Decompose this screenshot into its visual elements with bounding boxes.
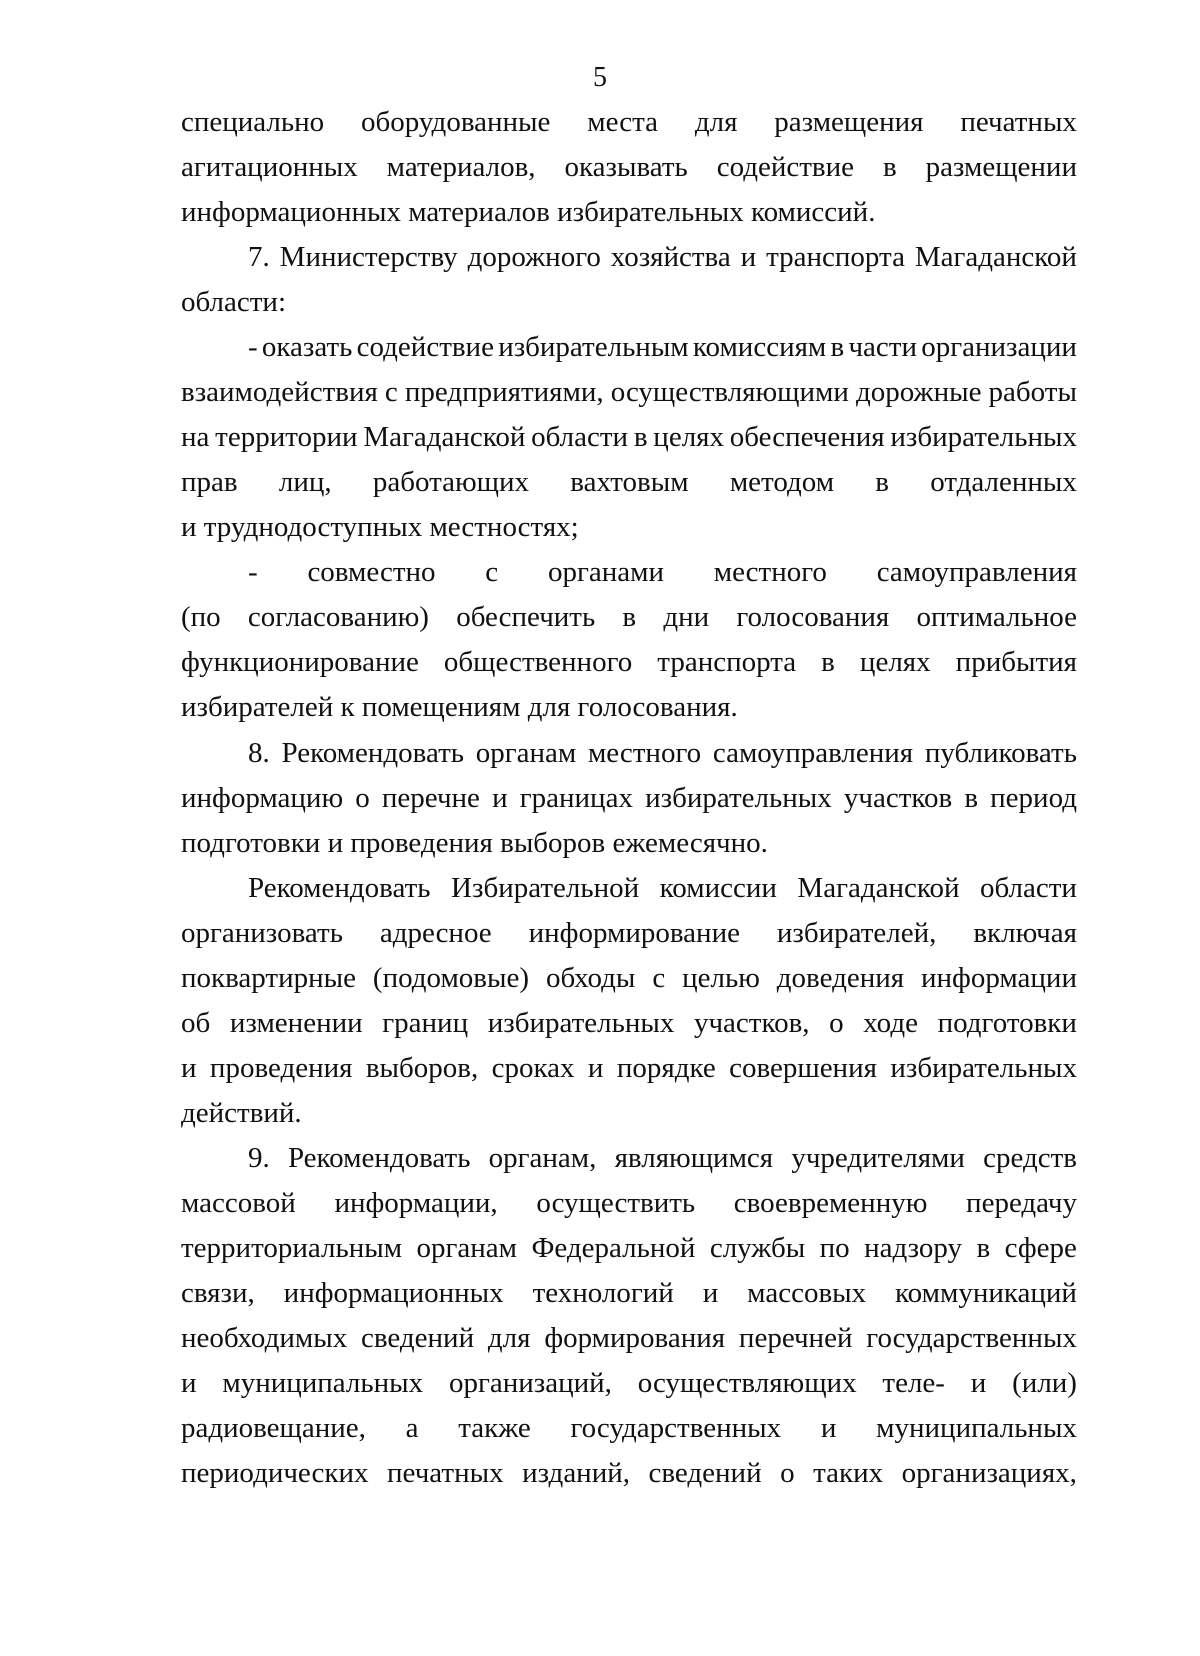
word: избирательных xyxy=(645,782,832,814)
word: территории xyxy=(215,421,358,453)
word: работы xyxy=(988,376,1077,408)
word: целью xyxy=(682,962,760,994)
word: таких xyxy=(813,1457,884,1489)
word: - xyxy=(248,331,258,363)
word: самоуправления xyxy=(712,737,914,769)
word: информацию xyxy=(181,782,344,814)
word: организовать xyxy=(181,917,343,949)
word: территориальным xyxy=(181,1232,403,1264)
word: Магаданской xyxy=(363,421,526,453)
word: прибытия xyxy=(955,646,1077,678)
word: вахтовым xyxy=(570,466,689,498)
word: Рекомендовать xyxy=(287,1142,471,1174)
word: адресное xyxy=(379,917,492,949)
word: с xyxy=(485,556,499,588)
word: размещении xyxy=(925,151,1077,183)
word: информации, xyxy=(334,1187,498,1219)
word: информационных xyxy=(283,1277,504,1309)
word: муниципальных xyxy=(876,1412,1077,1444)
word: с xyxy=(384,376,398,408)
word: самоуправления xyxy=(876,556,1077,588)
word: с xyxy=(652,962,666,994)
word: и xyxy=(587,1052,604,1084)
word: в xyxy=(882,151,897,183)
word: являющимся xyxy=(614,1142,774,1174)
word: в xyxy=(622,601,637,633)
word: избирательным xyxy=(498,331,689,363)
word: муниципальных xyxy=(222,1367,424,1399)
word: ходе xyxy=(863,1007,918,1039)
word: совместно xyxy=(307,556,436,588)
word: в xyxy=(821,646,835,678)
text-line xyxy=(181,372,1077,412)
word: Министерству xyxy=(279,241,458,273)
word: Магаданской xyxy=(914,241,1077,273)
word: (или) xyxy=(1012,1367,1077,1399)
word: содействие xyxy=(716,151,855,183)
word: подготовки xyxy=(937,1007,1077,1039)
word: учредителями xyxy=(791,1142,965,1174)
word: 9. xyxy=(248,1142,270,1174)
word: о xyxy=(829,1007,844,1039)
text-line xyxy=(248,327,1077,367)
word: и xyxy=(702,1277,719,1309)
word: Избирательной xyxy=(451,872,640,904)
word: транспорта xyxy=(657,646,797,678)
text-line xyxy=(181,913,1077,953)
word: формирования xyxy=(544,1322,726,1354)
word: теле- xyxy=(882,1367,945,1399)
word: организации xyxy=(921,331,1077,363)
word: местного xyxy=(713,556,827,588)
text-line xyxy=(248,552,1077,592)
text-line xyxy=(181,1228,1077,1268)
word: размещения xyxy=(774,106,924,138)
word: агитационных xyxy=(181,151,358,183)
word: в xyxy=(964,782,979,814)
text-line: избирателей к помещениям для голосования. xyxy=(181,691,738,723)
text-line xyxy=(181,642,1077,682)
word: обеспечить xyxy=(456,601,596,633)
word: дни xyxy=(663,601,710,633)
word: транспорта xyxy=(766,241,905,273)
word: части xyxy=(848,331,917,363)
word: печатных xyxy=(960,106,1077,138)
word: оборудованные xyxy=(361,106,551,138)
word: и xyxy=(970,1367,987,1399)
word: целях xyxy=(859,646,931,678)
word: коммуникаций xyxy=(895,1277,1077,1309)
word: период xyxy=(990,782,1077,814)
word: органам, xyxy=(488,1142,597,1174)
word: осуществить xyxy=(536,1187,696,1219)
text-line xyxy=(181,958,1077,998)
word: сведений xyxy=(361,1322,475,1354)
word: обходы xyxy=(545,962,636,994)
word: сведений xyxy=(648,1457,762,1489)
word: работающих xyxy=(372,466,530,498)
word: (подомовые) xyxy=(372,962,530,994)
text-line xyxy=(248,733,1077,773)
word: своевременную xyxy=(733,1187,928,1219)
word: массовых xyxy=(747,1277,867,1309)
word: в xyxy=(875,466,889,498)
text-line xyxy=(181,1408,1077,1448)
text-line xyxy=(181,1363,1077,1403)
word: включая xyxy=(973,917,1077,949)
text-line xyxy=(248,1138,1077,1178)
word: надзору xyxy=(864,1232,963,1264)
word: общественного xyxy=(443,646,633,678)
text-line: и труднодоступных местностях; xyxy=(181,511,579,543)
word: избирательных xyxy=(487,1007,675,1039)
text-line xyxy=(181,102,1077,142)
word: области xyxy=(980,872,1077,904)
word: сроках xyxy=(491,1052,575,1084)
word: избирательных xyxy=(890,1052,1077,1084)
word: организациях, xyxy=(901,1457,1077,1489)
text-line: действий. xyxy=(181,1097,302,1129)
word: информирование xyxy=(528,917,740,949)
word: оказывать xyxy=(564,151,688,183)
word: дорожные xyxy=(856,376,982,408)
word: 8. xyxy=(248,737,270,769)
word: перечне xyxy=(381,782,480,814)
word: периодических xyxy=(181,1457,369,1489)
word: также xyxy=(458,1412,531,1444)
word: и xyxy=(181,1052,197,1084)
word: а xyxy=(405,1412,419,1444)
word: в xyxy=(830,331,845,363)
word: области xyxy=(531,421,629,453)
word: по xyxy=(819,1232,850,1264)
text-line: информационных материалов избирательных комиссий. xyxy=(181,196,876,228)
word: средств xyxy=(983,1142,1077,1174)
word: на xyxy=(181,421,210,453)
word: Рекомендовать xyxy=(248,872,431,904)
word: целях xyxy=(653,421,724,453)
word: поквартирные xyxy=(181,962,356,994)
word: технологий xyxy=(532,1277,674,1309)
word: избирателей, xyxy=(776,917,937,949)
word: массовой xyxy=(181,1187,296,1219)
word: функционирование xyxy=(181,646,419,678)
text-line xyxy=(248,237,1077,277)
word: осуществляющих xyxy=(637,1367,857,1399)
text-line xyxy=(181,1183,1077,1223)
word: 7. xyxy=(248,241,270,273)
word: печатных xyxy=(387,1457,504,1489)
word: порядке xyxy=(616,1052,716,1084)
text-line xyxy=(181,1003,1077,1043)
word: органам xyxy=(475,737,577,769)
word: взаимодействия xyxy=(181,376,378,408)
word: Магаданской xyxy=(797,872,960,904)
word: в xyxy=(633,421,648,453)
word: голосования xyxy=(736,601,890,633)
word: и xyxy=(740,241,757,273)
word: для xyxy=(487,1322,531,1354)
text-line xyxy=(181,778,1077,818)
word: комиссиям xyxy=(692,331,827,363)
word: об xyxy=(181,1007,211,1039)
word: предприятиями, xyxy=(404,376,604,408)
word: государственных xyxy=(570,1412,782,1444)
word: проведения xyxy=(209,1052,353,1084)
word: прав xyxy=(181,466,238,498)
word: и xyxy=(181,1367,197,1399)
word: сфере xyxy=(1004,1232,1077,1264)
word: о xyxy=(355,782,370,814)
word: передачу xyxy=(966,1187,1077,1219)
word: и xyxy=(820,1412,837,1444)
word: границах xyxy=(519,782,633,814)
word: участков, xyxy=(693,1007,810,1039)
word: методом xyxy=(729,466,835,498)
word: границ xyxy=(382,1007,469,1039)
word: в xyxy=(976,1232,991,1264)
word: организаций, xyxy=(448,1367,612,1399)
word: материалов, xyxy=(386,151,536,183)
word: лиц, xyxy=(278,466,332,498)
text-line xyxy=(248,868,1077,908)
word: доведения xyxy=(776,962,905,994)
word: необходимых xyxy=(181,1322,348,1354)
word: государственных xyxy=(866,1322,1077,1354)
word: содействие xyxy=(356,331,494,363)
word: осуществляющими xyxy=(610,376,849,408)
word: и xyxy=(492,782,508,814)
word: службы xyxy=(709,1232,806,1264)
text-line xyxy=(181,1048,1077,1088)
word: выборов, xyxy=(365,1052,479,1084)
word: места xyxy=(587,106,658,138)
text-line xyxy=(181,147,1077,187)
word: отдаленных xyxy=(930,466,1077,498)
word: перечней xyxy=(738,1322,853,1354)
word: информации xyxy=(921,962,1077,994)
word: хозяйства xyxy=(610,241,731,273)
word: участков xyxy=(843,782,953,814)
text-line: подготовки и проведения выборов ежемесячно. xyxy=(181,827,768,859)
text-line xyxy=(181,1453,1077,1493)
word: публиковать xyxy=(924,737,1077,769)
word: комиссии xyxy=(659,872,777,904)
word: Федеральной xyxy=(531,1232,696,1264)
word: органам xyxy=(416,1232,518,1264)
word: Рекомендовать xyxy=(281,737,464,769)
word: избирательных xyxy=(890,421,1077,453)
word: органами xyxy=(547,556,664,588)
text-line xyxy=(181,462,1077,502)
word: согласованию) xyxy=(247,601,429,633)
word: связи, xyxy=(181,1277,255,1309)
word: о xyxy=(780,1457,795,1489)
word: изданий, xyxy=(522,1457,630,1489)
word: оказать xyxy=(261,331,353,363)
page-number: 5 xyxy=(593,62,607,93)
word: дорожного xyxy=(467,241,601,273)
word: совершения xyxy=(729,1052,877,1084)
word: (по xyxy=(181,601,221,633)
text-line xyxy=(181,1318,1077,1358)
text-line xyxy=(181,597,1077,637)
text-line xyxy=(181,1273,1077,1313)
word: для xyxy=(694,106,738,138)
word: радиовещание, xyxy=(181,1412,366,1444)
text-line: области: xyxy=(181,286,286,318)
word: обеспечения xyxy=(729,421,885,453)
word: оптимальное xyxy=(916,601,1077,633)
word: - xyxy=(248,556,258,588)
text-line xyxy=(181,417,1077,457)
word: местного xyxy=(587,737,702,769)
word: изменении xyxy=(229,1007,363,1039)
word: специально xyxy=(181,106,325,138)
